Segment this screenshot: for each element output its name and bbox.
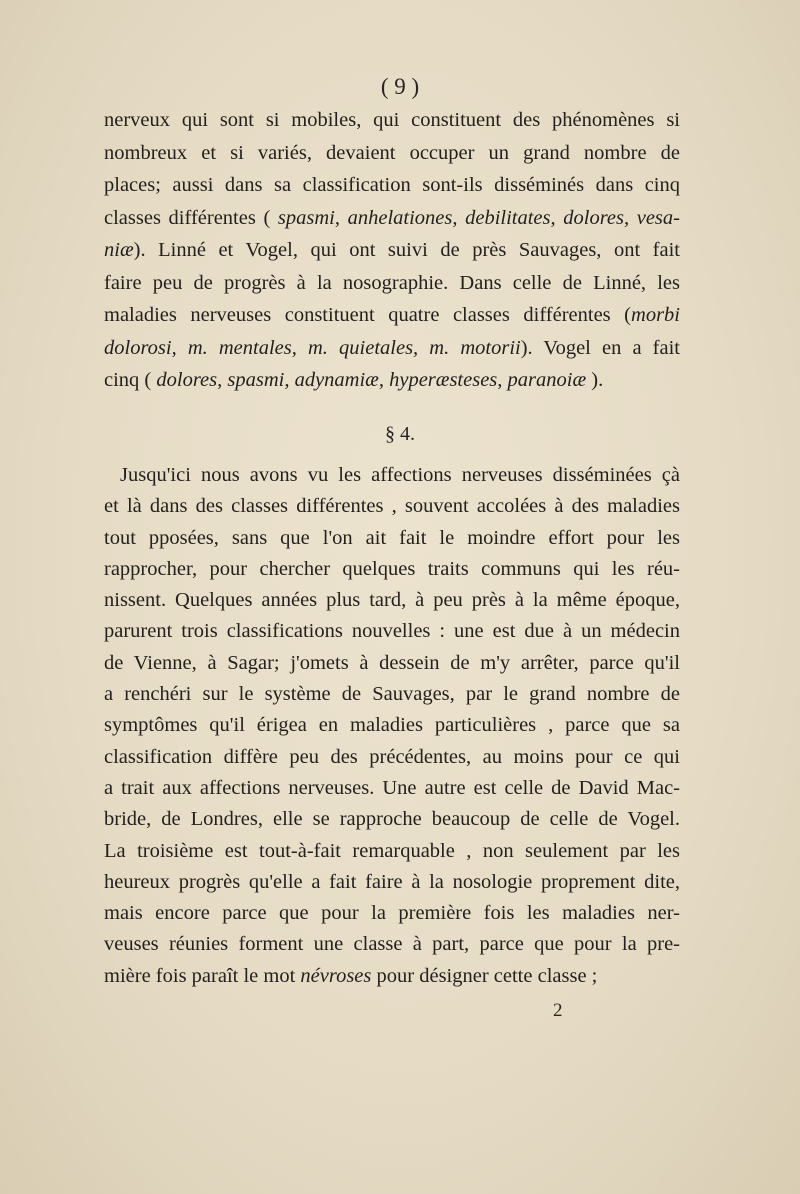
- paragraph-1: [104, 104, 680, 397]
- text-segment: parurent trois classifications nouvelles : une est due à un médecin: [104, 620, 680, 643]
- text-line: [104, 523, 680, 554]
- text-segment: classes différentes (: [104, 206, 278, 229]
- text-segment: cinq (: [104, 369, 157, 391]
- text-segment: rapprocher, pour chercher quelques traits communs qui les réu-: [104, 557, 680, 580]
- text-line: [104, 234, 680, 267]
- text-line: [104, 742, 680, 773]
- text-segment: mais encore parce que pour la première fois les maladies ner-: [104, 902, 680, 925]
- text-segment: maladies nerveuses constituent quatre classes différentes (: [104, 304, 632, 326]
- text-segment: a trait aux affections nerveuses. Une autre est celle de David Mac-: [104, 776, 680, 799]
- text-segment: pour désigner cette classe ;: [371, 964, 598, 987]
- text-line: [104, 332, 680, 365]
- text-segment: places; aussi dans sa classification sont-ils disséminés dans cinq: [104, 174, 680, 196]
- text-segment: ).: [586, 369, 604, 391]
- text-line: [104, 460, 680, 491]
- italic-text: morbi: [631, 304, 680, 326]
- text-line: [104, 836, 680, 867]
- italic-text: névroses: [300, 964, 372, 987]
- text-line: [104, 491, 680, 522]
- text-segment: veuses réunies forment une classe à part, parce que pour la pre-: [104, 933, 680, 956]
- text-line: [104, 710, 680, 741]
- text-segment: classification diffère peu des précédentes, au moins pour ce qui: [104, 745, 680, 768]
- text-segment: nombreux et si variés, devaient occuper un grand nombre de: [104, 141, 680, 164]
- text-line: [104, 364, 680, 397]
- paragraph-2: [104, 460, 680, 992]
- text-segment: tout pposées, sans que l'on ait fait le moindre effort pour les: [104, 526, 680, 549]
- text-segment: a renchéri sur le système de Sauvages, par le grand nombre de: [104, 683, 680, 706]
- text-segment: nerveux qui sont si mobiles, qui constituent des phénomènes si: [104, 109, 680, 131]
- text-segment: bride, de Londres, elle se rapproche beaucoup de celle de Vogel.: [104, 808, 680, 831]
- text-segment: de Vienne, à Sagar; j'omets à dessein de m'y arrêter, parce qu'il: [104, 651, 680, 674]
- italic-text: dolores, spasmi, adynamiæ, hyperæsteses, paranoiæ: [156, 369, 587, 391]
- italic-text: dolorosi, m. mentales, m. quietales, m. motorii: [104, 336, 521, 359]
- text-line: [104, 169, 680, 202]
- text-line: [104, 898, 680, 929]
- text-segment: mière fois paraît le mot: [104, 964, 301, 987]
- text-line: [104, 202, 680, 235]
- text-line: [104, 616, 680, 647]
- text-line: [104, 554, 680, 585]
- text-segment: La troisième est tout-à-fait remarquable , non seulement par les: [104, 839, 680, 862]
- text-line: [104, 679, 680, 710]
- text-line: [104, 299, 680, 332]
- text-segment: symptômes qu'il érigea en maladies particulières , parce que sa: [104, 714, 680, 737]
- text-segment: ). Linné et Vogel, qui ont suivi de près Sauvages, ont fait: [133, 239, 680, 261]
- text-segment: Jusqu'ici nous avons vu les affections nerveuses disséminées çà: [120, 464, 680, 486]
- text-line: [104, 867, 680, 898]
- italic-text: niæ: [104, 239, 134, 261]
- text-segment: heureux progrès qu'elle a fait faire à la nosologie proprement dite,: [104, 870, 680, 893]
- text-line: [104, 929, 680, 960]
- text-line: [104, 137, 680, 170]
- text-segment: ). Vogel en a fait: [520, 336, 680, 359]
- section-heading: § 4.: [385, 423, 415, 445]
- text-line: [104, 585, 680, 616]
- text-line: [104, 773, 680, 804]
- text-segment: faire peu de progrès à la nosographie. Dans celle de Linné, les: [104, 271, 680, 294]
- text-line: [104, 648, 680, 679]
- text-segment: et là dans des classes différentes , souvent accolées à des maladies: [104, 495, 680, 518]
- text-line: [104, 104, 680, 137]
- page-number: ( 9 ): [380, 74, 420, 99]
- text-line: [104, 961, 680, 992]
- italic-text: spasmi, anhelationes, debilitates, dolores, vesa-: [277, 206, 680, 229]
- text-segment: nissent. Quelques années plus tard, à peu près à la même époque,: [104, 589, 680, 612]
- text-line: [104, 804, 680, 835]
- signature-mark: 2: [553, 1000, 563, 1021]
- text-line: [104, 267, 680, 300]
